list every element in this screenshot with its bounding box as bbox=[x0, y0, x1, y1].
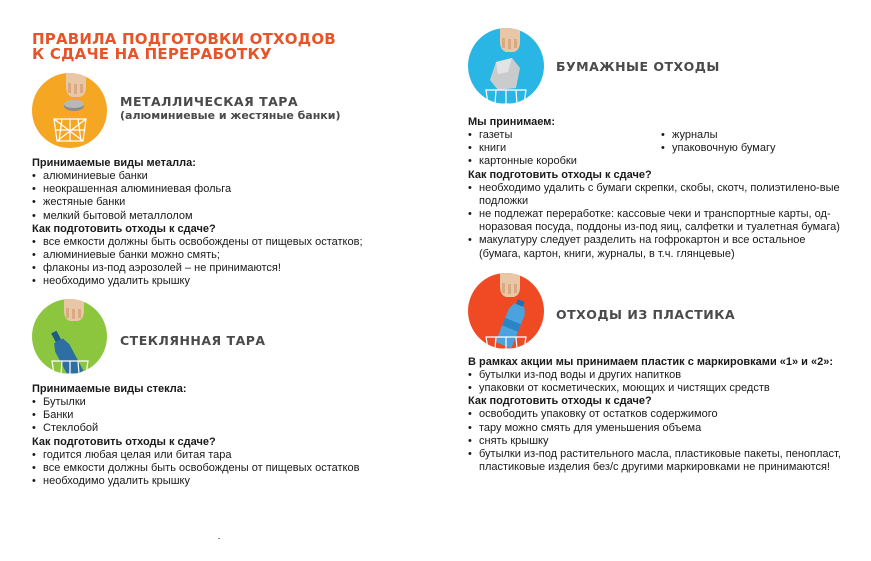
list-item: • журналы bbox=[661, 129, 775, 142]
list-item: • алюминиевые банки можно смять; bbox=[32, 249, 432, 262]
paper-accepted-list-2 bbox=[661, 129, 775, 169]
list-item: • не подлежат переработке: кассовые чеки и транспортные карты, од-норазовая посуда, поддоны из-под яиц, салфетки и туалетная бумага) bbox=[468, 208, 840, 234]
list-item: • годится любая целая или битая тара bbox=[32, 449, 432, 462]
list-item: • снять крышку bbox=[468, 435, 848, 448]
list-item: • алюминиевые банки bbox=[32, 170, 432, 183]
plastic-accepted-heading: В рамках акции мы принимаем пластик с маркировками «1» и «2»: bbox=[468, 356, 834, 368]
plastic-illustration bbox=[468, 273, 544, 349]
list-item: • бутылки из-под воды и других напитков bbox=[468, 369, 848, 382]
plastic-accepted-list bbox=[468, 369, 848, 395]
list-item: • упаковки от косметических, моющих и чистящих средств bbox=[468, 382, 848, 395]
list-item: • необходимо удалить крышку bbox=[32, 275, 432, 288]
metal-accepted-heading: Принимаемые виды металла: bbox=[32, 157, 196, 169]
paper-title: БУМАЖНЫЕ ОТХОДЫ bbox=[556, 59, 720, 74]
list-item: • необходимо удалить с бумаги скрепки, скобы, скотч, полиэтилено-вые подложки bbox=[468, 182, 840, 208]
list-item: • газеты bbox=[468, 129, 661, 142]
plastic-details bbox=[468, 356, 848, 474]
hand-paper-basket-icon bbox=[468, 28, 544, 104]
glass-accepted-heading: Принимаемые виды стекла: bbox=[32, 383, 187, 395]
list-item: • книги bbox=[468, 142, 661, 155]
metal-howto-list bbox=[32, 236, 432, 289]
list-item: • неокрашенная алюминиевая фольга bbox=[32, 183, 432, 196]
glass-title: СТЕКЛЯННАЯ ТАРА bbox=[120, 333, 266, 348]
paper-details bbox=[468, 116, 840, 261]
metal-accepted-list bbox=[32, 170, 432, 223]
glass-howto-list bbox=[32, 449, 432, 489]
list-item: • все емкости должны быть освобождены от пищевых остатков; bbox=[32, 236, 432, 249]
list-item: • освободить упаковку от остатков содержимого bbox=[468, 408, 848, 421]
list-item: • картонные коробки bbox=[468, 155, 661, 168]
hand-can-basket-icon bbox=[32, 73, 107, 148]
glass-howto-heading: Как подготовить отходы к сдаче? bbox=[32, 435, 216, 448]
hand-bottle-basket-icon bbox=[32, 299, 107, 374]
plastic-title: ОТХОДЫ ИЗ ПЛАСТИКА bbox=[556, 307, 736, 322]
metal-title: МЕТАЛЛИЧЕСКАЯ ТАРА bbox=[120, 94, 299, 109]
paper-howto-heading: Как подготовить отходы к сдаче? bbox=[468, 168, 652, 181]
list-item: • флаконы из-под аэрозолей – не принимаются! bbox=[32, 262, 432, 275]
plastic-howto-list bbox=[468, 408, 848, 474]
list-item: • мелкий бытовой металлолом bbox=[32, 210, 432, 223]
list-item: • упаковочную бумагу bbox=[661, 142, 775, 155]
list-item: • макулатуру следует разделить на гофрокартон и все остальное (бумага, картон, книги, журналы, в т.ч. глянцевые) bbox=[468, 234, 840, 260]
list-item: • Банки bbox=[32, 409, 432, 422]
glass-accepted-list bbox=[32, 396, 432, 436]
metal-subtitle: (алюминиевые и жестяные банки) bbox=[120, 109, 341, 122]
paper-accepted-list-1 bbox=[468, 129, 661, 169]
page-title-line-2: К СДАЧЕ НА ПЕРЕРАБОТКУ bbox=[32, 45, 272, 63]
list-item: • Бутылки bbox=[32, 396, 432, 409]
metal-details bbox=[32, 157, 432, 289]
page-title-line-1: ПРАВИЛА ПОДГОТОВКИ ОТХОДОВ bbox=[32, 30, 336, 48]
glass-details bbox=[32, 383, 432, 488]
metal-howto-heading: Как подготовить отходы к сдаче? bbox=[32, 222, 216, 235]
paper-accepted-columns bbox=[468, 129, 840, 169]
page-title bbox=[32, 32, 336, 62]
list-item: • тару можно смять для уменьшения объема bbox=[468, 422, 848, 435]
paper-illustration bbox=[468, 28, 544, 104]
list-item: • жестяные банки bbox=[32, 196, 432, 209]
hand-plastic-bottle-basket-icon bbox=[468, 273, 544, 349]
plastic-howto-heading: Как подготовить отходы к сдаче? bbox=[468, 395, 652, 408]
stray-mark bbox=[218, 538, 220, 539]
glass-illustration bbox=[32, 299, 107, 374]
list-item: • бутылки из-под растительного масла, пластиковые пакеты, пенопласт, пластиковые изделия без/с другими маркировками не принимаются! bbox=[468, 448, 848, 474]
list-item: • необходимо удалить крышку bbox=[32, 475, 432, 488]
paper-howto-list bbox=[468, 182, 840, 261]
metal-illustration bbox=[32, 73, 107, 148]
list-item: • Стеклобой bbox=[32, 422, 432, 435]
paper-accepted-heading: Мы принимаем: bbox=[468, 116, 556, 128]
list-item: • все емкости должны быть освобождены от пищевых остатков bbox=[32, 462, 432, 475]
